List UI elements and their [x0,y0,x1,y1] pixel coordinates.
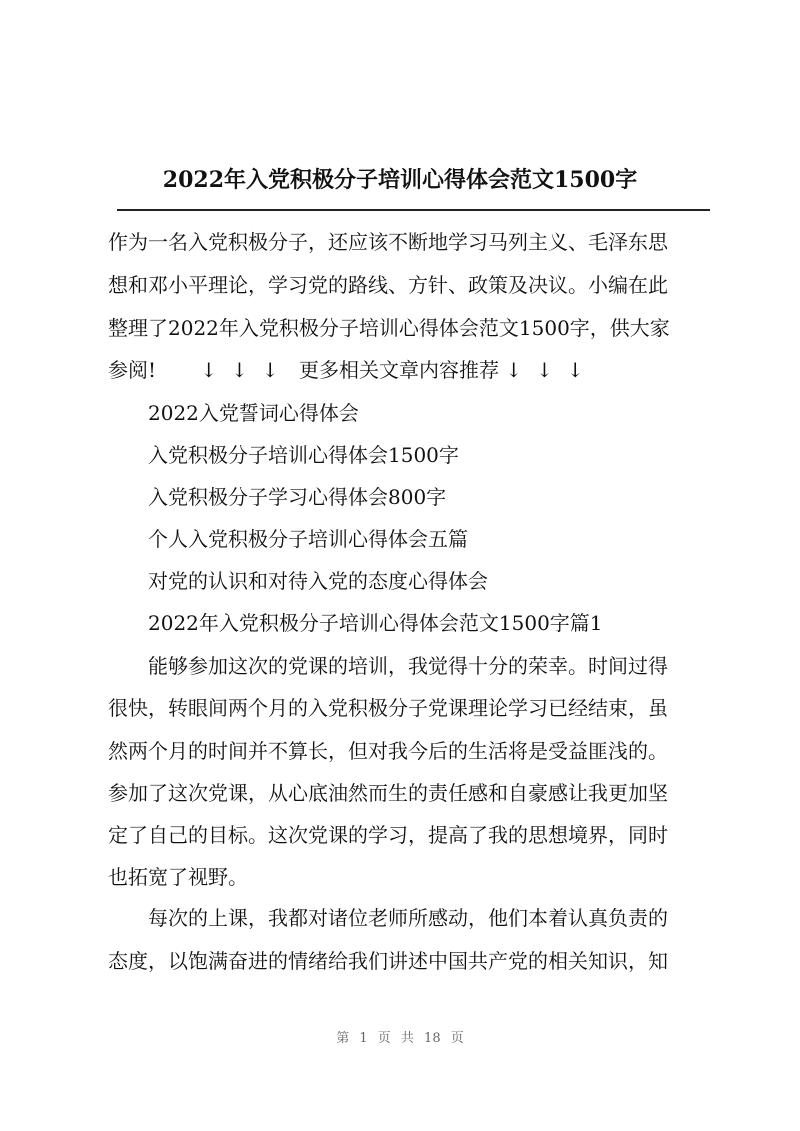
intro-last-line [108,350,748,390]
page-footer: 第 1 页 共 18 页 [336,1031,464,1046]
intro-line: 想和邓小平理论，学习党的路线、方针、政策及决议。小编在此 [108,273,668,297]
intro-line: 作为一名入党积极分子，还应该不断地学习马列主义、毛泽东思 [108,230,668,254]
paragraph-line: 定了自己的目标。这次党课的学习，提高了我的思想境界，同时 [108,823,668,847]
paragraph-line: 态度，以饱满奋进的情绪给我们讲述中国共产党的相关知识，知 [108,949,668,973]
section-heading: 2022年入党积极分子培训心得体会范文1500字篇1 [148,611,603,635]
related-link[interactable]: 对党的认识和对待入党的态度心得体会 [148,569,488,593]
down-arrows-left: ↓↓↓ [200,358,293,382]
paragraph-line: 然两个月的时间并不算长，但对我今后的生活将是受益匪浅的。 [108,739,668,763]
paragraph-line: 参加了这次党课，从心底油然而生的责任感和自豪感让我更加坚 [108,781,668,805]
paragraph-line: 能够参加这次的党课的培训，我觉得十分的荣幸。时间过得 [148,654,668,678]
paragraph-line: 很快，转眼间两个月的入党积极分子党课理论学习已经结束，虽 [108,696,668,720]
paragraph-line: 也拓宽了视野。 [108,865,248,889]
intro-line: 整理了2022年入党积极分子培训心得体会范文1500字，供大家 [108,316,670,340]
related-link[interactable]: 入党积极分子培训心得体会1500字 [148,443,459,467]
title-underline [117,209,710,211]
related-link[interactable]: 个人入党积极分子培训心得体会五篇 [148,527,468,551]
intro-last-text: 参阅! [108,358,157,382]
paragraph-line: 每次的上课，我都对诸位老师所感动，他们本着认真负责的 [148,906,668,930]
document-title: 2022年入党积极分子培训心得体会范文1500字 [162,167,638,193]
recommend-label: 更多相关文章内容推荐 [299,358,500,382]
related-link[interactable]: 入党积极分子学习心得体会800字 [148,485,447,509]
related-link[interactable]: 2022入党誓词心得体会 [148,401,359,425]
down-arrows-right: ↓↓↓ [505,358,598,382]
